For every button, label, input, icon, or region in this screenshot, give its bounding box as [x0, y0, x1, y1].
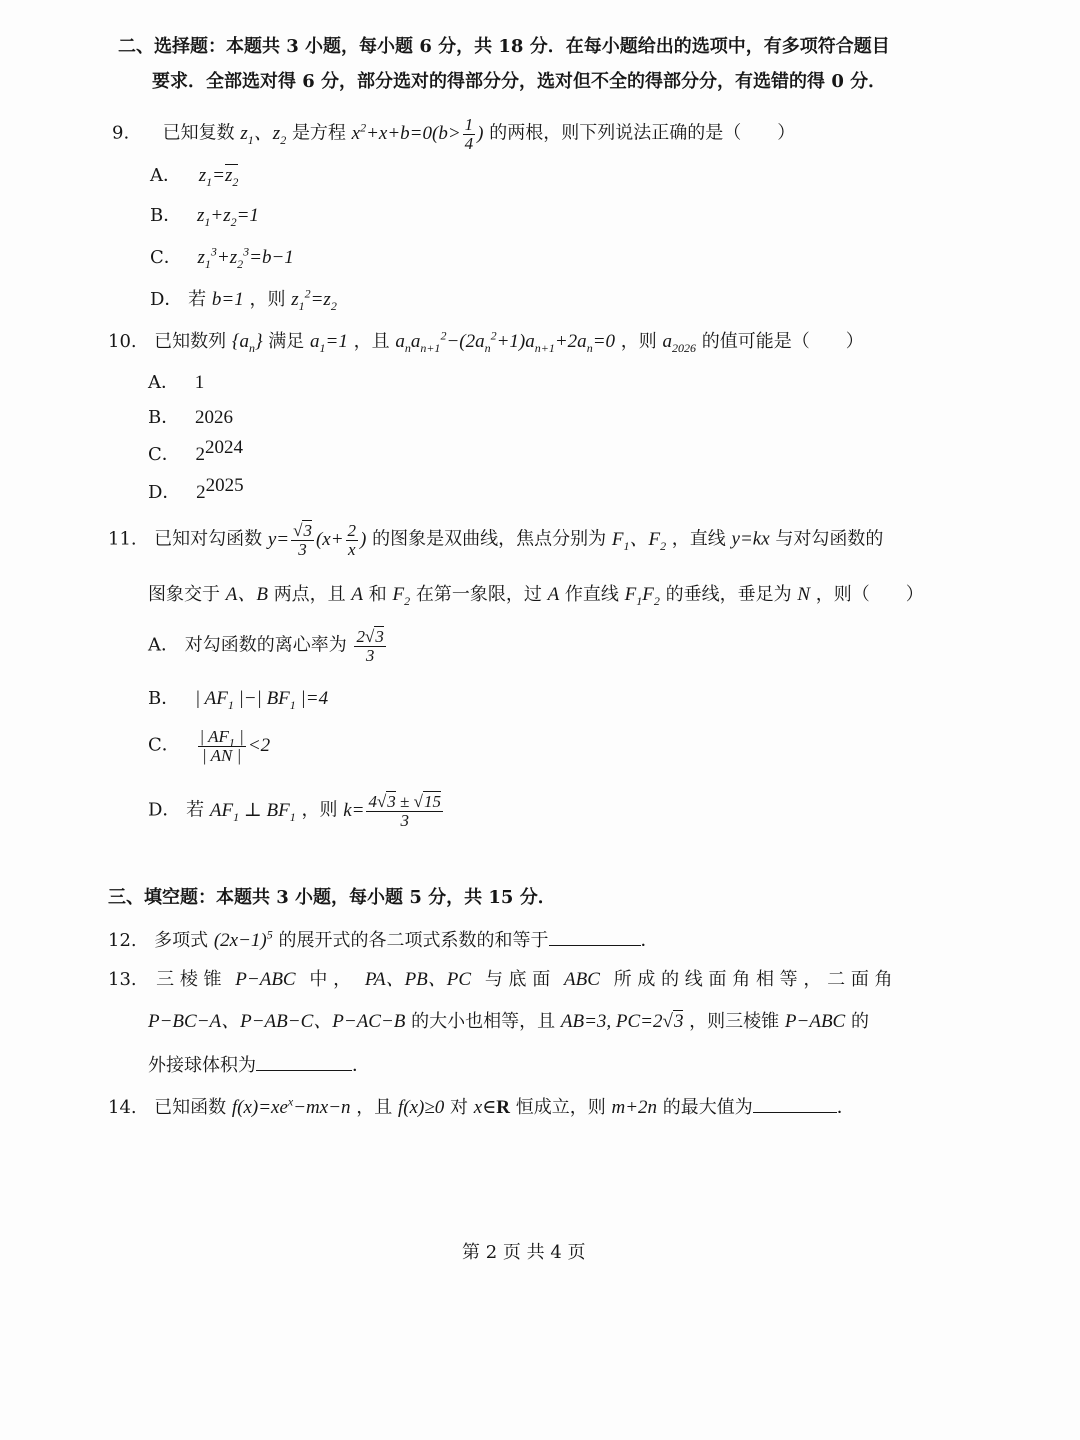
q11-option-a: A． 对勾函数的离心率为 $\frac{2√3}{3}$ [148, 627, 384, 665]
question-number: 10. [108, 331, 137, 352]
math-expr: $z_1$、$z_2$ [240, 122, 287, 147]
q11-option-b: B． | $AF_1$ |−| $BF_1$ |=4 [148, 688, 329, 712]
question-number: 12. [108, 930, 137, 951]
question-11: 11. 已知对勾函数 y= $\frac{√3}{3}$ (x+ $\frac{2}{x}$ ) 的图象是双曲线，焦点分别为 $F_1$、$F_2$ ，直线 y=kx 与对勾函数的 [108, 521, 884, 559]
question-13: 13. 三 棱 锥 P−ABC 中 ， PA、PB、PC 与 底 面 ABC 所 成 的 线 面 角 相 等 ， 二 面 角 [108, 969, 893, 990]
section2-title-line1: 二、选择题：本题共 3 小题，每小题 6 分，共 18 分．在每小题给出的选项中，有多项符合题目 [118, 36, 890, 57]
q10-option-d: D． $2^{2025}$ [148, 475, 244, 503]
math-expr: $x^2+x+b=0(b>$ $\frac{1}{4}$ ) [351, 115, 484, 153]
q9-option-c: C． $z_1^3+z_2^3=b-1$ [150, 244, 294, 271]
question-11-line2: 图象交于 A、B 两点，且 A 和 $F_2$ 在第一象限，过 A 作直线 $F_1F_2$ 的垂线，垂足为 N ，则（ ） [148, 584, 924, 608]
question-10: 10. 已知数列 $\{a_n\}$ 满足 $a_1=1$ ，且 $a_na_{n+1}^2-(2a_n^2+1)a_{n+1}+2a_n=0$ ，则 $a_{2026}$ 的值可能是（ ） [108, 328, 864, 355]
answer-blank[interactable] [753, 1094, 837, 1113]
answer-blank[interactable] [549, 927, 641, 946]
page-footer: 第 2 页 共 4 页 [462, 1242, 586, 1263]
q10-option-a: A． 1 [148, 372, 205, 393]
question-number: 14. [108, 1097, 137, 1118]
question-number: 11. [108, 528, 137, 550]
question-14: 14. 已知函数 $f(x)=xe^x-mx-n$ ，且 f(x)≥0 对 x∈R 恒成立，则 m+2n 的最大值为 ． [108, 1094, 855, 1118]
q9-option-d: D． 若 b=1 ，则 $z_1^2=z_2$ [150, 286, 337, 313]
question-12: 12. 多项式 $(2x-1)^5$ 的展开式的各二项式系数的和等于 ． [108, 927, 659, 951]
question-13-line2: P−BC−A、P−AB−C、P−AC−B 的大小也相等，且 AB=3, PC=2√3 ，则三棱锥 P−ABC 的 [148, 1011, 869, 1032]
answer-blank[interactable] [256, 1052, 352, 1071]
q9-option-b: B． $z_1+z_2=1$ [150, 205, 259, 229]
q10-option-c: C． $2^{2024}$ [148, 437, 244, 465]
question-number: 13. [108, 969, 137, 990]
q11-option-d: D． 若 $AF_1$ ⊥ $BF_1$ ，则 k= $\frac{4√3 \pm √15}{3}$ [148, 792, 441, 830]
question-9: 9. 已知复数 $z_1$、$z_2$ 是方程 $x^2+x+b=0(b>$ $\frac{1}{4}$ ) 的两根，则下列说法正确的是（ ） [112, 115, 796, 153]
question-13-line3: 外接球体积为 ． [148, 1052, 370, 1077]
question-number: 9. [112, 122, 130, 144]
q11-option-c: C． $\frac{| AF_1 |}{| AN |}$ <2 [148, 727, 271, 765]
q10-option-b: B． 2026 [148, 407, 233, 428]
q9-option-a: A． $z_1=z_2$ [150, 165, 239, 189]
section2-title-line2: 要求．全部选对得 6 分，部分选对的得部分分，选对但不全的得部分分，有选错的得 0 分． [152, 71, 887, 92]
section3-title: 三、填空题：本题共 3 小题，每小题 5 分，共 15 分． [108, 887, 556, 908]
